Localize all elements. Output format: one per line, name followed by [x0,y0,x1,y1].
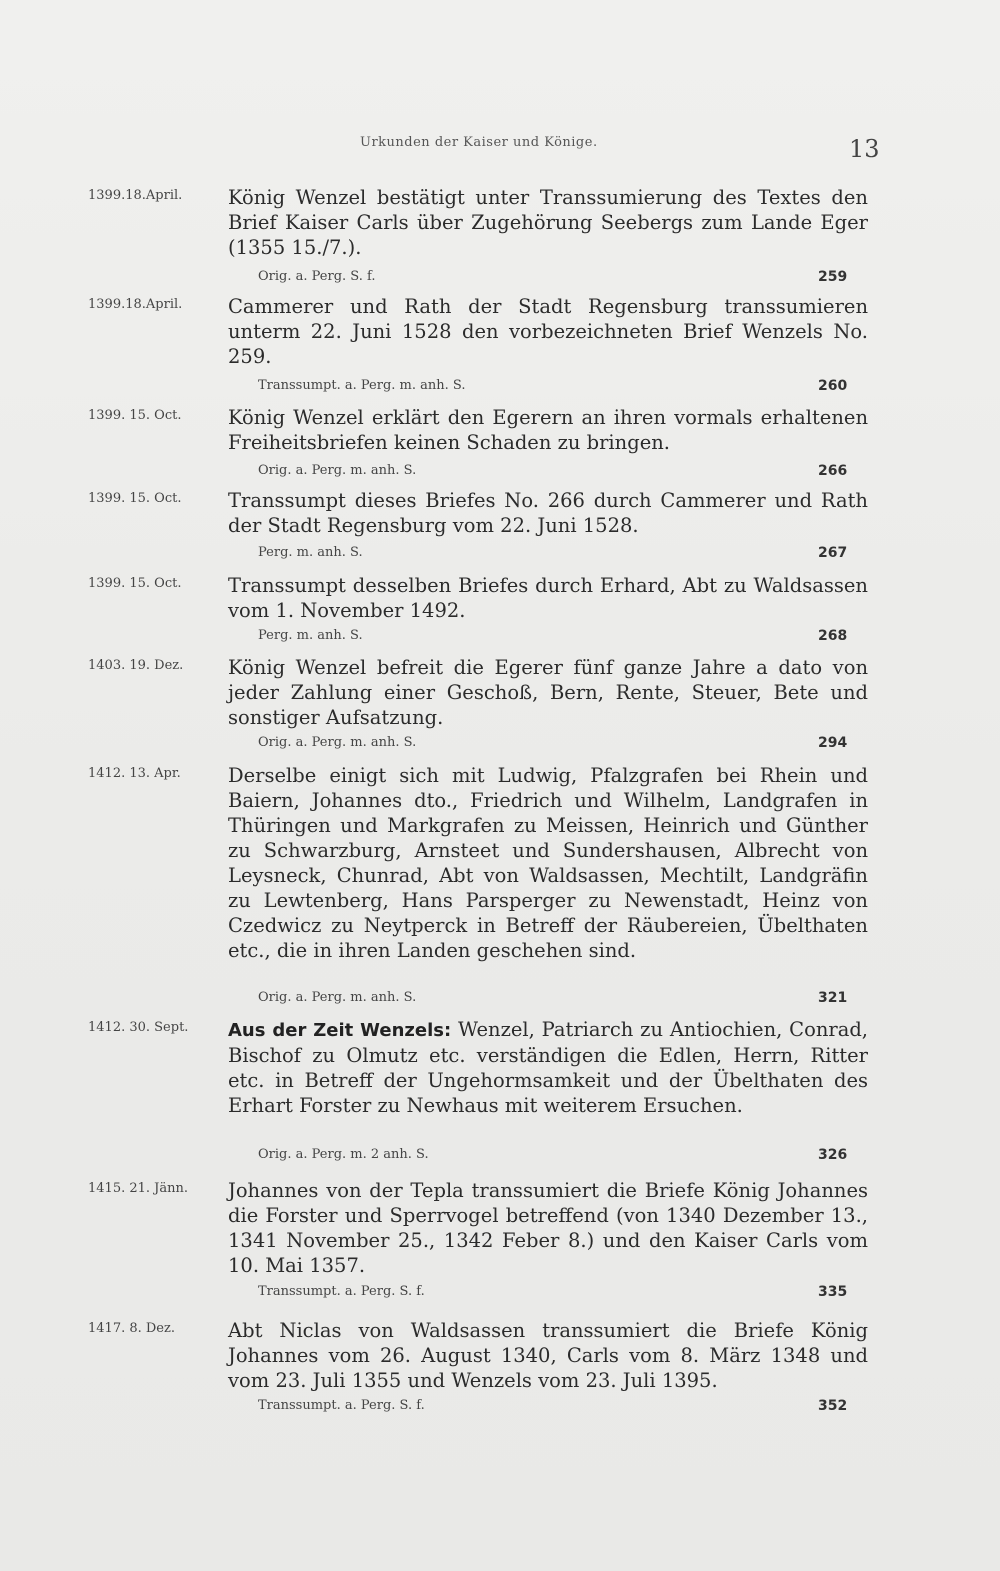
entry-date: 1399.18.April. [88,188,183,203]
entry-source: Transsumpt. a. Perg. S. f. [258,1284,425,1299]
entry-number: 294 [818,735,848,751]
entry-date: 1417. 8. Dez. [88,1321,175,1336]
entry-date: 1415. 21. Jänn. [88,1181,188,1196]
entry-text: König Wenzel erklärt den Egerern an ihren vormals erhaltenen Freiheitsbriefen keinen Schaden zu bringen. [228,406,868,454]
entry-number: 352 [818,1398,848,1414]
entry-text-body: Wenzel, Patriarch zu Antiochien, Conrad, Bischof zu Olmutz etc. verständigen die Edlen, Herrn, Ritter etc. in Betreff der Ungehormsamkeit und der Übelthaten des Erhart Forster zu Newhaus mit weiterem Ersuchen. [228,1018,869,1117]
entry-text: Cammerer und Rath der Stadt Regensburg transsumieren unterm 22. Juni 1528 den vorbezeichneten Brief Wenzels No. 259. [228,295,868,368]
page-number: 13 [849,135,880,163]
entry-source: Perg. m. anh. S. [258,545,363,560]
entry-source: Orig. a. Perg. m. anh. S. [258,463,417,478]
entry-number: 321 [818,990,848,1006]
entry-text [228,1017,868,1118]
entry-source: Orig. a. Perg. S. f. [258,269,376,284]
entry-number: 326 [818,1147,848,1163]
entry-source: Orig. a. Perg. m. 2 anh. S. [258,1147,429,1162]
entry-source: Transsumpt. a. Perg. S. f. [258,1398,425,1413]
entry-date: 1399. 15. Oct. [88,408,182,423]
entry-date: 1412. 13. Apr. [88,766,181,781]
entry-source: Transsumpt. a. Perg. m. anh. S. [258,378,466,393]
entry-text: Johannes von der Tepla transsumiert die Briefe König Johannes die Forster und Sperrvogel betreffend (von 1340 Dezember 13., 1341 November 25., 1342 Feber 8.) und den Kaiser Carls vom 10. Mai 1357. [228,1179,868,1277]
entry-text: König Wenzel bestätigt unter Transsumierung des Textes den Brief Kaiser Carls über Zugehörung Seebergs zum Lande Eger (1355 15./7.). [228,186,868,259]
entry-source: Perg. m. anh. S. [258,628,363,643]
running-head: Urkunden der Kaiser und Könige. [360,135,598,150]
entry-text: Abt Niclas von Waldsassen transsumiert die Briefe König Johannes vom 26. August 1340, Carls vom 8. März 1348 und vom 23. Juli 1355 und Wenzels vom 23. Juli 1395. [228,1319,868,1392]
entry-date: 1399.18.April. [88,297,183,312]
entry-text: König Wenzel befreit die Egerer fünf ganze Jahre a dato von jeder Zahlung einer Geschoß, Bern, Rente, Steuer, Bete und sonstiger Aufsatzung. [228,656,868,729]
entry-number: 260 [818,378,848,394]
entry-text: Derselbe einigt sich mit Ludwig, Pfalzgrafen bei Rhein und Baiern, Johannes dto., Friedrich und Wilhelm, Landgrafen in Thüringen und Markgrafen zu Meissen, Heinrich und Günther zu Schwarzburg, Arnsteet und Sundershausen, Albrecht von Leysneck, Chunrad, Abt von Waldsassen, Mechtilt, Landgräfin zu Lewtenberg, Hans Parsperger zu Newenstadt, Heinz von Czedwicz zu Neytperck in Betreff der Räubereien, Übelthaten etc., die in ihren Landen geschehen sind. [228,764,868,962]
entry-number: 335 [818,1284,848,1300]
entry-source: Orig. a. Perg. m. anh. S. [258,990,417,1005]
entry-date: 1399. 15. Oct. [88,576,182,591]
entry-number: 267 [818,545,848,561]
section-heading: Aus der Zeit Wenzels: [228,1020,452,1041]
entry-date: 1399. 15. Oct. [88,491,182,506]
entry-source: Orig. a. Perg. m. anh. S. [258,735,417,750]
entry-number: 259 [818,269,848,285]
entry-number: 268 [818,628,848,644]
entry-text: Transsumpt desselben Briefes durch Erhard, Abt zu Waldsassen vom 1. November 1492. [228,574,868,622]
entry-date: 1403. 19. Dez. [88,658,184,673]
entry-number: 266 [818,463,848,479]
entry-text: Transsumpt dieses Briefes No. 266 durch Cammerer und Rath der Stadt Regensburg vom 22. Juni 1528. [228,489,868,537]
entry-date: 1412. 30. Sept. [88,1020,189,1035]
